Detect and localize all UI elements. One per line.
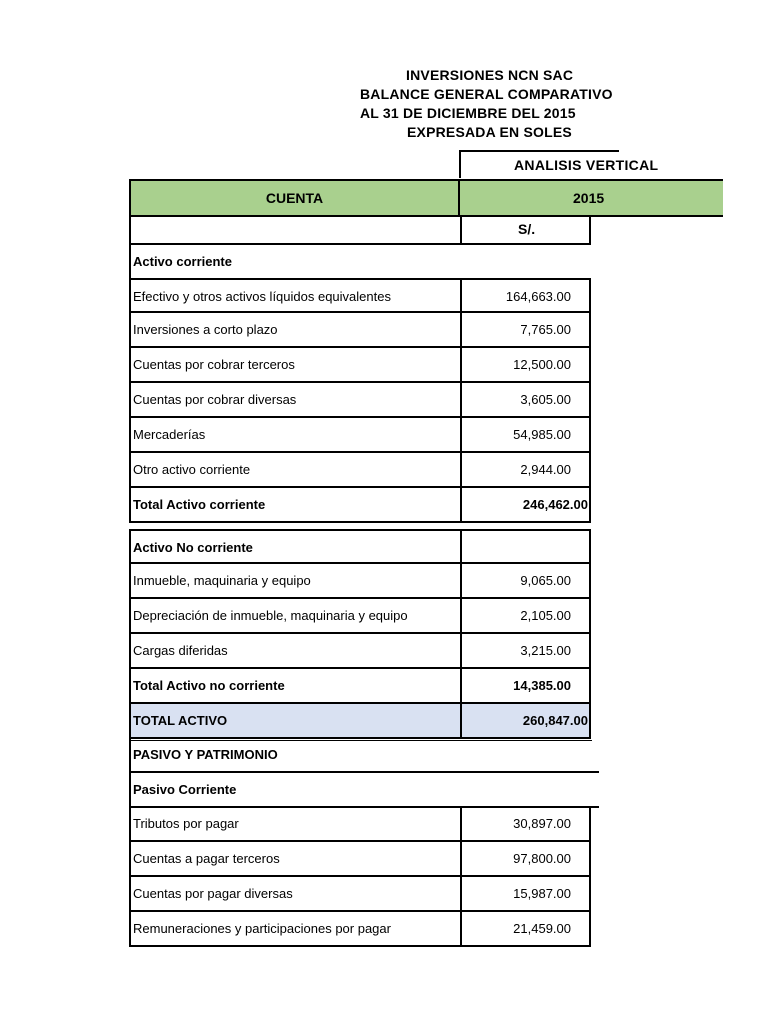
row-value: 9,065.00 xyxy=(460,564,591,599)
row-label: Otro activo corriente xyxy=(129,453,460,488)
table-row xyxy=(129,912,599,947)
table-row xyxy=(129,634,599,669)
row-value: 2,105.00 xyxy=(460,599,591,634)
row-label: Inmueble, maquinaria y equipo xyxy=(129,564,460,599)
report-currency: EXPRESADA EN SOLES xyxy=(407,124,572,140)
row-label: Inversiones a corto plazo xyxy=(129,313,460,348)
row-label: Mercaderías xyxy=(129,418,460,453)
report-title: BALANCE GENERAL COMPARATIVO xyxy=(360,86,613,102)
section-label: Activo corriente xyxy=(129,245,460,280)
row-label: Cargas diferidas xyxy=(129,634,460,669)
total-row xyxy=(129,488,599,523)
row-label: Total Activo no corriente xyxy=(129,669,460,704)
section-activo-corriente xyxy=(129,245,599,280)
row-label: Cuentas por cobrar terceros xyxy=(129,348,460,383)
row-value: 260,847.00 xyxy=(460,704,591,739)
row-value: 2,944.00 xyxy=(460,453,591,488)
row-label: Cuentas a pagar terceros xyxy=(129,842,460,877)
table-row xyxy=(129,599,599,634)
row-value: 3,215.00 xyxy=(460,634,591,669)
row-label: Tributos por pagar xyxy=(129,807,460,842)
unit-row xyxy=(129,216,599,245)
row-label: Depreciación de inmueble, maquinaria y equipo xyxy=(129,599,460,634)
row-label: Remuneraciones y participaciones por pagar xyxy=(129,912,460,947)
table-row xyxy=(129,348,599,383)
row-label: Cuentas por pagar diversas xyxy=(129,877,460,912)
row-label: Total Activo corriente xyxy=(129,488,460,523)
table-row xyxy=(129,278,599,313)
row-label: Efectivo y otros activos líquidos equivalentes xyxy=(129,278,460,313)
account-column-header: CUENTA xyxy=(129,179,460,217)
row-value: 246,462.00 xyxy=(460,488,591,523)
analysis-header: ANALISIS VERTICAL xyxy=(459,150,619,178)
row-value: 164,663.00 xyxy=(460,278,591,313)
total-row xyxy=(129,669,599,704)
section-activo-no-corriente xyxy=(129,529,599,564)
table-row xyxy=(129,877,599,912)
row-value: 14,385.00 xyxy=(460,669,591,704)
table-row xyxy=(129,418,599,453)
table-row xyxy=(129,842,599,877)
table-row xyxy=(129,564,599,599)
section-pasivo-corriente xyxy=(129,773,599,808)
section-label: Pasivo Corriente xyxy=(129,773,460,806)
unit-header: S/. xyxy=(460,216,591,245)
table-row xyxy=(129,313,599,348)
row-value: 54,985.00 xyxy=(460,418,591,453)
company-name: INVERSIONES NCN SAC xyxy=(406,67,574,83)
section-label: PASIVO Y PATRIMONIO xyxy=(129,738,460,771)
row-value: 15,987.00 xyxy=(460,877,591,912)
year-column-header: 2015 xyxy=(460,179,723,217)
table-row xyxy=(129,807,599,842)
row-value: 30,897.00 xyxy=(460,807,591,842)
row-label: Cuentas por cobrar diversas xyxy=(129,383,460,418)
table-row xyxy=(129,453,599,488)
section-pasivo-patrimonio xyxy=(129,738,599,773)
grand-total-row xyxy=(129,704,599,739)
row-value: 7,765.00 xyxy=(460,313,591,348)
row-label: TOTAL ACTIVO xyxy=(129,704,460,739)
report-date: AL 31 DE DICIEMBRE DEL 2015 xyxy=(360,105,576,121)
row-value: 21,459.00 xyxy=(460,912,591,947)
row-value: 97,800.00 xyxy=(460,842,591,877)
section-label: Activo No corriente xyxy=(129,529,460,564)
row-value: 3,605.00 xyxy=(460,383,591,418)
table-row xyxy=(129,383,599,418)
row-value: 12,500.00 xyxy=(460,348,591,383)
